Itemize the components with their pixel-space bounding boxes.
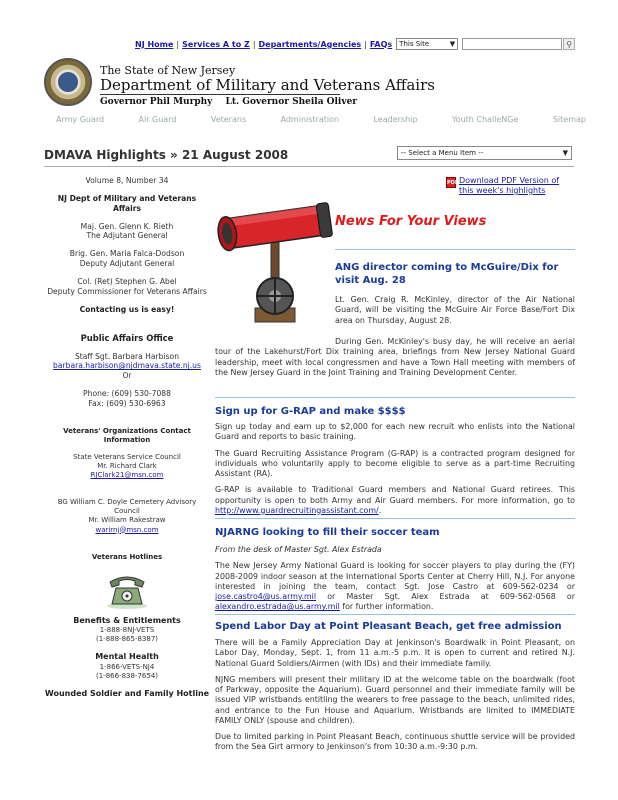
leader-1 (44, 222, 210, 242)
hotline-1-digits: (1-888-865-8387) (95, 635, 159, 644)
department-name: Department of Military and Veterans Affairs (100, 76, 435, 94)
article-1-paragraph-1: Lt. Gen. Craig R. McKinley, director of the Air National Guard, will be visiting the McGuire Air Force Base/Fort Dix area on Thursday, August 28. (335, 295, 575, 325)
org-name: NJ Dept of Military and Veterans Affairs (57, 193, 197, 213)
menu-select[interactable] (397, 146, 572, 160)
or-label: Or (122, 371, 132, 381)
leader-2 (44, 249, 210, 269)
chevron-down-icon: ▼ (449, 40, 456, 48)
hotline-benefits (44, 616, 210, 645)
state-name: The State of New Jersey (100, 64, 236, 77)
cemetery-council-name: BG William C. Doyle Cemetery Advisory Council (57, 498, 197, 516)
leader-3-title: Deputy Commissioner for Veterans Affairs (47, 286, 207, 296)
hotline-1-title: Benefits & Entitlements (73, 615, 181, 625)
vet-council-email-link[interactable]: RJClark21@msn.com (90, 471, 164, 480)
search-scope-select[interactable] (396, 38, 458, 50)
article-2-paragraph-2: The Guard Recruiting Assistance Program (G-RAP) is a contracted program designed for individuals who voluntarily apply to become eligible to serve as a part-time Recruiting Assistant (RA). (215, 448, 575, 479)
departments-link[interactable]: Departments/Agencies (258, 39, 362, 49)
services-link[interactable]: Services A to Z (182, 39, 250, 49)
leader-1-title: The Adjutant General (86, 231, 168, 241)
main-nav (56, 115, 586, 124)
contact-easy: Contacting us is easy! (79, 304, 175, 314)
article-2-p3-text: G-RAP is available to Traditional Guard members and National Guard retirees. This opportunity is open to both Army and Air Guard members. For more information, go to (215, 485, 575, 505)
nav-administration[interactable]: Administration (280, 115, 340, 124)
article-3-byline: From the desk of Master Sgt. Alex Estrada (215, 545, 382, 554)
pdf-link-line-2[interactable]: this week's highlights (459, 186, 546, 195)
article-4-paragraph-3: Due to limited parking in Point Pleasant Beach, continuous shuttle service will be provided from the Sea Girt armory to Jenkinson's from 10:30 a.m.-9:30 p.m. (215, 732, 575, 752)
telephone-icon (104, 570, 150, 610)
article-2-title: Sign up for G-RAP and make $$$$ (215, 406, 406, 417)
grap-link[interactable]: http://www.guardrecruitingassistant.com/ (215, 505, 379, 515)
article-4-body (215, 638, 575, 759)
chevron-down-icon: ▼ (562, 149, 568, 157)
nav-sitemap[interactable]: Sitemap (552, 115, 586, 124)
article-2-body (215, 422, 575, 522)
hotline-2-title: Mental Health (95, 652, 159, 662)
title-divider (44, 166, 574, 167)
governor-line (100, 97, 367, 107)
hotlines-title: Veterans Hotlines (91, 552, 163, 561)
pao-title: Public Affairs Office (80, 332, 174, 343)
article-2-p3-end: . (378, 505, 382, 515)
cemetery-email-link[interactable]: warirnj@msn.com (95, 525, 159, 534)
article-1-paragraph-2: During Gen. McKinley's busy day, he will receive an aerial tour of the Lakehurst/Fort Dix training area, briefings from New Jersey National Guard leadership, meet with local congressmen and have a Town Hall meeting with members of the New Jersey Guard in the Joint Training and Training Development Center. (215, 337, 575, 377)
fax-number: Fax: (609) 530-6963 (88, 398, 166, 408)
cemetery-contact: Mr. William Rakestraw (88, 516, 166, 525)
article-3-text-1: The New Jersey Army National Guard is looking for soccer players to play during the (FY) 2008-2009 indoor season at the International Sports Center at Cherry Hill, N.J. For anyone interested in joining the team, contact Sgt. Jose Castro at 609-562-0234 or (215, 561, 575, 591)
cannon-illustration (215, 198, 333, 328)
pdf-link-line-1[interactable]: Download PDF Version of (459, 176, 560, 185)
separator: | (252, 39, 256, 49)
pdf-icon: PDF (446, 177, 456, 188)
nj-home-link[interactable]: NJ Home (135, 39, 174, 49)
leader-1-name: Maj. Gen. Glenn K. Rieth (80, 221, 174, 231)
vet-council (44, 453, 210, 480)
pao-contact (44, 352, 210, 382)
article-3-title: NJARNG looking to fill their soccer team (215, 527, 440, 538)
header-divider (100, 94, 340, 95)
hotline-2-number: 1-866-VETS-NJ4 (99, 662, 155, 671)
pao-staff: Staff Sgt. Barbara Harbison (74, 351, 180, 361)
article-1-title: ANG director coming to McGuire/Dix for visit Aug. 28 (335, 262, 559, 286)
article-2-paragraph-3 (215, 485, 575, 516)
top-utility-bar (135, 38, 575, 50)
cemetery-council (44, 498, 210, 534)
nav-army-guard[interactable]: Army Guard (56, 115, 105, 124)
article-4-paragraph-1: There will be a Family Appreciation Day at Jenkinson's Boardwalk in Point Pleasant, on Labor Day, Monday, Sept. 1, from 11 a.m.-5 p.m. It is open to current and retired N.J. National Guard Soldiers/Airmen (with IDs) and their immediate family. (215, 638, 575, 668)
state-seal-logo[interactable] (44, 58, 92, 106)
article-3-text-3: for further information. (339, 602, 434, 612)
article-3-paragraph-1 (215, 561, 575, 612)
pao-phone (44, 389, 210, 409)
article-divider (215, 614, 575, 615)
search-button[interactable] (563, 38, 575, 50)
hotline-1-number: 1-888-8NJ-VETS (99, 626, 155, 635)
sidebar (44, 176, 210, 707)
separator: | (176, 39, 180, 49)
search-icon: ⚲ (566, 39, 573, 49)
volume-label: Volume 8, Number 34 (85, 176, 169, 185)
faqs-link[interactable]: FAQs (369, 39, 393, 49)
menu-select-value: -- Select a Menu Item -- (401, 149, 484, 157)
pao-email-link[interactable]: barbara.harbison@njdmava.state.nj.us (53, 361, 201, 371)
article-2-paragraph-1: Sign up today and earn up to $2,000 for each new recruit who enlists into the National Guard and reports to basic training. (215, 422, 575, 442)
search-scope-value: This Site (399, 40, 430, 48)
leader-2-name: Brig. Gen. Maria Falca-Dodson (69, 249, 185, 259)
estrada-email-link[interactable]: alexandro.estrada@us.army.mil (215, 602, 340, 612)
hotline-mental-health (44, 652, 210, 681)
nav-air-guard[interactable]: Air Guard (138, 115, 177, 124)
leader-3 (44, 277, 210, 297)
nav-youth-challenge[interactable]: Youth ChalleNGe (451, 115, 519, 124)
hotline-2-digits: (1-866-838-7654) (95, 671, 159, 680)
news-heading: News For Your Views (335, 214, 487, 229)
vet-org-title: Veterans' Organizations Contact Information (63, 426, 191, 444)
page-title: DMAVA Highlights » 21 August 2008 (44, 148, 289, 162)
phone-number: Phone: (609) 530-7088 (83, 389, 171, 399)
article-3-body (215, 545, 575, 619)
separator: | (364, 39, 367, 49)
vet-council-contact: Mr. Richard Clark (97, 462, 157, 471)
leader-3-name: Col. (Ret) Stephen G. Abel (77, 277, 177, 287)
news-divider (335, 249, 575, 250)
nav-veterans[interactable]: Veterans (210, 115, 247, 124)
pdf-download[interactable] (446, 176, 559, 196)
article-divider (215, 518, 575, 519)
article-3-text-2: or Master Sgt. Alex Estrada at 609-562-0568 or (316, 592, 575, 602)
vet-council-name: State Veterans Service Council (73, 453, 181, 461)
leader-2-title: Deputy Adjutant General (79, 259, 175, 269)
hotline-3-title: Wounded Soldier and Family Hotline (44, 688, 210, 698)
article-4-title: Spend Labor Day at Point Pleasant Beach, get free admission (215, 621, 562, 632)
article-4-paragraph-2: NJNG members will present their military ID at the welcome table on the boardwalk (foot of Parkway, opposite the Aquarium). Guard personnel and their immediate family will be issued VIP wristbands entitling the wearers to free passage to the beach, unlimited rides, and entrance to the Fun House and Aquarium. Wristbands are limited to IMMEDIATE FAMILY ONLY (spouse and children). (215, 674, 575, 725)
article-divider (215, 397, 575, 398)
castro-email-link[interactable]: jose.castro4@us.army.mil (215, 592, 317, 602)
lt-governor-name: Lt. Governor Sheila Oliver (225, 97, 358, 107)
nav-leadership[interactable]: Leadership (373, 115, 418, 124)
search-input[interactable] (462, 38, 562, 50)
governor-name: Governor Phil Murphy (100, 97, 213, 107)
